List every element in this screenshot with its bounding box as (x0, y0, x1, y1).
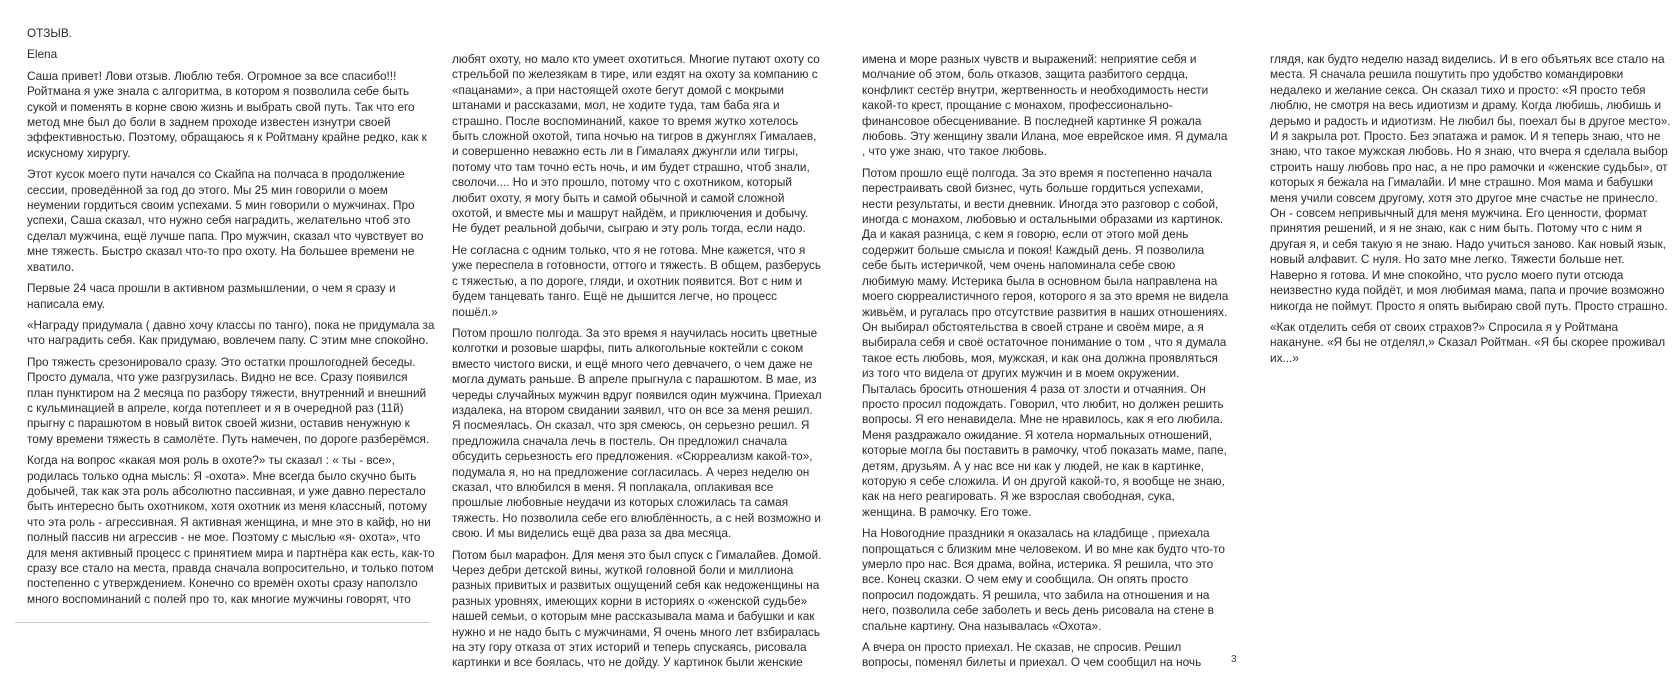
paragraph: любят охоту, но мало кто умеет охотиться. Многие путают охоту со стрельбой по железякам в тире, или ездят на охоту за компанию с «пацанами», а при настоящей охоте бегут домой с мокрыми штанами и рассказами, мол, не ходите туда, там баба яга и страшно. После воспоминаний, какое то время жутко хотелось быть сложной охотой, типа ночью на тигров в джунглях Гималаев, и совершенно неважно есть ли в Гималаях джунгли или тигры, потому что там точно есть ночь, и им будет страшно, чтоб знали, сволочи.... Но и это прошло, потому что с охотником, который любит охоту, я могу быть и самой обычной и самой сложной охотой, и вместе мы и машрут найдём, и приключения и добычу. Не будет реальной добычи, сыграю и эту роль тогда, если надо. (452, 52, 820, 236)
paragraph: А вчера он просто приехал. Не сказав, не спросив. Решил вопросы, поменял билеты и приехал. О чем сообщил на ночь (862, 640, 1202, 670)
doc-author: Elena (27, 47, 58, 62)
column-4 (1270, 52, 1672, 422)
paragraph: Потом прошло полгода. За это время я научилась носить цветные колготки и розовые шарфы, пить алкогольные коктейли с соком вместо чистого виски, и ещё много чего девчачего, о чем даже не могла думать раньше. В апреле прыгнула с парашютом. В мае, из череды случайных мужчин вдруг появился один мужчина. Приехал издалека, на втором свидании заявил, что он все за меня решил. Я посмеялась. Он сказал, что зря смеюсь, он серьезно решил. Я предложила сначала лечь в постель. Он предложил сначала обсудить серьезность его предложения. «Сюрреализм какой-то», подумала я, но на предложение согласилась. А через неделю он сказал, что влюбился в меня. Я поплакала, оплакивая все прошлые любовные неудачи из которых сложилась та самая тяжесть. Но позволила себе его влюблённость, а с ней возможно и свою. И мы виделись ещё два раза за два месяца. (452, 325, 822, 541)
paragraph: Не согласна с одним только, что я не готова. Мне кажется, что я уже переспела в готовности, оттого и тяжесть. В общем, разберусь с тяжестью, а по дороге, гляди, и охотник появится. Вот с ним и будем танцевать танго. Ещё не дышится легче, но процесс пошёл.» (452, 242, 822, 319)
paragraph: Про тяжесть срезонировало сразу. Это остатки прошлогодней беседы. Просто думала, что уже разгрузилась. Видно не все. Сразу появился план пунктиром на 2 месяца по разбору тяжести, внутренний и внешний с кульминацией в апреле, когда потеплеет и я в очередной раз (11й) прыгну с парашютом в новый виток своей жизни, оставив ненужную к тому времени тяжесть в самолёте. Путь намечен, по дороге разберёмся. (27, 354, 430, 446)
paragraph: имена и море разных чувств и выражений: неприятие себя и молчание об этом, боль отказов, защита разбитого сердца, конфликт сестёр внутри, жертвенность и необходимость нести какой-то крест, прощание с монахом, профессионально-финансовое обесценивание. В последней картинке Я рожала любовь. Эту женщину звали Илана, мое еврейское имя. Я думала , что уже знаю, что такое любовь. (862, 52, 1228, 159)
page-number: 3 (1231, 654, 1237, 665)
column-3 (862, 52, 1230, 670)
paragraph: Саша привет! Лови отзыв. Люблю тебя. Огромное за все спасибо!!! Ройтмана я уже знала с алгоритма, в котором я позволила себе быть сукой и поменять в корне свою жизнь и выбрать свой путь. Так что его метод мне был до боли в заднем проходе известен изнутри своей эффективностью. Поэтому, обращаюсь я к Ройтману крайне редко, как к искусному хирургу. (27, 68, 427, 160)
paragraph: глядя, как будто неделю назад виделись. И в его объятьях все стало на места. Я сначала решила пошутить про удобство командировки недалеко и желание секса. Он сказал тихо и просто: «Я просто тебя люблю, не смотря на весь идиотизм и драму. Когда любишь, любишь и дерьмо и радость и идиотизм. Не любил бы, поехал бы в другое место». И я закрыла рот. Просто. Без эпатажа и рамок. И я теперь знаю, что не знаю, что такое мужская любовь. Но я знаю, что вчера я сделала выбор строить нашу любовь про нас, а не про рамочки и «женские судьбы», от которых я бежала на Гималайи. И мне страшно. Моя мама и бабушки меня учили совсем другому, хотя это другое мне счастье не принесло. Он - совсем непривычный для меня мужчина. Его ценности, формат принятия решений, и я не знаю, как с ним быть. Потому что с ним я другая я, и себя такую я не знаю. Надо учиться заново. Как новый язык, новый алфавит. С нуля. Но зато мне легко. Тяжести больше нет. Наверно я готова. И мне спокойно, что русло моего пути отсюда неизвестно куда пойдёт, и моя любимая мама, папа и прочие возможно никогда не поймут. Просто я опять выбираю свой путь. Просто страшно. (1270, 52, 1671, 313)
footnote-divider (15, 622, 430, 623)
paragraph: Потом был марафон. Для меня это был спуск с Гималайев. Домой. Через дебри детской вины, жуткой головной боли и миллиона разных привитых и развитых ощущений себя как недоженщины на разных уровнях, имеющих корни в историях о «женской судьбе» нашей семьи, о которым мне рассказывала мама и бабушки и как нужно и не надо быть с мужчинами, Я очень много лет взбиралась на эту гору отказа от этих историй и теперь спускаясь, рисовала картинки и все боялась, что не дойду. У картинок были женские (452, 547, 822, 670)
paragraph: Когда на вопрос «какая моя роль в охоте?» ты сказал : « ты - все», родилась только одна мысль: Я -охота». Мне всегда было скучно быть добычей, так как эта роль абсолютно пассивная, и уже давно перестало быть интересно быть охотником, хотя охотник из меня классный, потому что эта роль - агрессивная. Я активная женщина, и мне это в кайф, но ни полный пассив ни агрессив - не мое. Поэтому с мыслью «я- охота», что для меня активный процесс с принятием мира и партнёра как есть, как-то сразу все стало на места, правда сначала вопросительно, и только потом постепенно с утверждением. Конечно со времён охоты сразу наползло много воспоминаний с полей про то, как многие мужчины говорят, что (27, 453, 435, 606)
paragraph: Первые 24 часа прошли в активном размышлении, о чем я сразу и написала ему. (27, 281, 396, 311)
paragraph: На Новогодние праздники я оказалась на кладбище , приехала попрощаться с близким мне человеком. И во мне как будто что-то умерло про нас. Вся драма, война, истерика. Я решила, что это все. Конец сказки. О чем ему и сообщила. Он опять просто попросил подождать. Я решила, что забила на отношения и на него, позволила себе заболеть и весь день рисовала на стене в спальне картину. Она называлась «Охота». (862, 526, 1225, 633)
column-1 (27, 26, 435, 624)
paragraph: Этот кусок моего пути начался со Скайпа на полчаса в продолжение сессии, проведённой за год до этого. Мы 25 мин говорили о моем неумении гордиться своим успехами. 5 мин говорили о мужчинах. Про успехи, Саша сказал, что нужно себя наградить, желательно чтоб это сделал мужчина, ещё лучше папа. Про мужчин, сказал что чувствует во мне тяжесть. Быстро сказал что-то про охоту. На большее времени не хватило. (27, 167, 424, 274)
paragraph: Потом прошло ещё полгода. За это время я постепенно начала перестраивать свой бизнес, чуть больше гордиться успехами, нести результаты, и вести дневник. Иногда это разговор с собой, иногда с монахом, любовью и остальными образами из картинок. Да и какая разница, с кем я говорю, если от этого мой день содержит больше смысла и покоя! Каждый день. Я позволила себе быть истеричкой, чем очень напоминала себе свою любимую маму. Истерика была в основном была направлена на моего сюрреалистичного героя, которого я за это время не видела живьём, и ругалась про отсутствие развития в наших отношениях. Он выбирал обстоятельства в своей стране и своём мире, а я выбирала себя и своё остаточное понимание о том , что я думала такое есть любовь, моя, мужская, и как она должна проявляться из того что видела от других мужчин и в моем окружении. Пыталась бросить отношения 4 раза от злости и отчаяния. Он просто просил подождать. Говорил, что любит, но должен решить вопросы. Я его ненавидела. Мне не нравилось, как я его любила. Меня раздражало ожидание. Я хотела нормальных отношений, которые могла бы поставить в рамочку, чтоб показать маме, папе, детям, друзьям. А у нас все ни как у людей, не как в картинке, которую я себе сложила. И он другой какой-то, я вообще не знаю, как на него реагировать. Я же взрослая свободная, сука, женщина. В рамочку. Его тоже. (862, 165, 1229, 519)
paragraph: «Награду придумала ( давно хочу классы по танго), пока не придумала за что наградить себя. Как придумаю, вовлечем папу. С этим мне спокойно. (27, 317, 435, 348)
paragraph: «Как отделить себя от своих страхов?» Спросила я у Ройтмана накануне. «Я бы не отделял,» Сказал Ройтман. «Я бы скорее проживал их...» (1270, 319, 1666, 365)
column-2 (452, 52, 822, 670)
doc-title: ОТЗЫВ. (27, 26, 72, 40)
